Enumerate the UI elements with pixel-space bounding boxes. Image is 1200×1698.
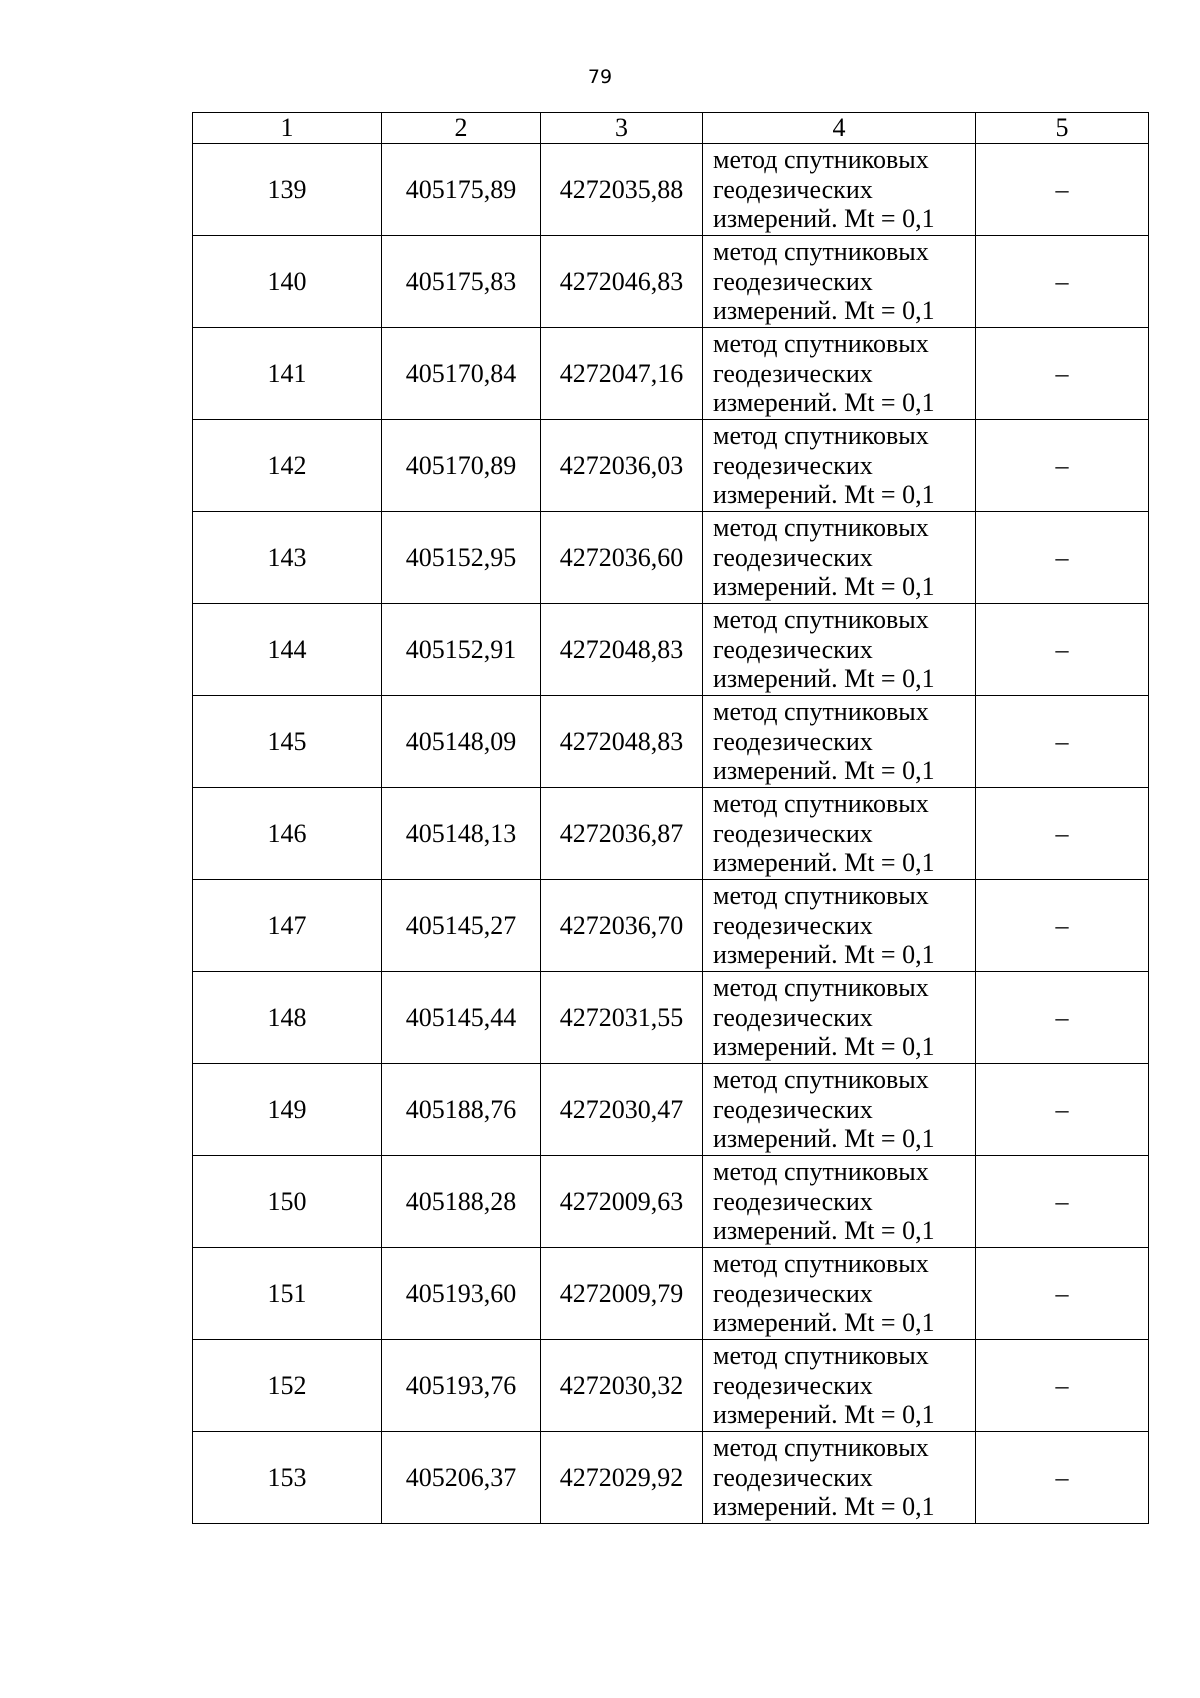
method-cell [703,328,976,420]
point-number-cell: 150 [193,1156,382,1248]
table-row [193,144,1149,236]
method-cell [703,1248,976,1340]
point-number-cell: 145 [193,696,382,788]
method-line: измерений. Mt = 0,1 [713,848,935,878]
method-cell [703,1064,976,1156]
point-number-cell: 146 [193,788,382,880]
note-cell: – [976,144,1149,236]
point-number-cell: 147 [193,880,382,972]
note-cell: – [976,236,1149,328]
method-cell [703,236,976,328]
note-cell: – [976,1248,1149,1340]
method-line: геодезических [713,266,873,296]
method-line: метод спутниковых [713,145,929,175]
y-coordinate-cell: 4272048,83 [541,696,703,788]
method-line: метод спутниковых [713,1341,929,1371]
x-coordinate-cell: 405152,95 [382,512,541,604]
coordinates-table [192,112,1149,1524]
method-cell [703,696,976,788]
method-line: метод спутниковых [713,881,929,911]
header-row [193,113,1149,144]
table-row [193,1340,1149,1432]
page-number: 79 [587,66,613,88]
method-line: измерений. Mt = 0,1 [713,1400,935,1430]
x-coordinate-cell: 405148,13 [382,788,541,880]
method-cell [703,788,976,880]
method-line: метод спутниковых [713,1065,929,1095]
point-number-cell: 151 [193,1248,382,1340]
table-row [193,696,1149,788]
method-line: измерений. Mt = 0,1 [713,296,935,326]
point-number-cell: 144 [193,604,382,696]
note-cell: – [976,420,1149,512]
y-coordinate-cell: 4272009,79 [541,1248,703,1340]
point-number-cell: 143 [193,512,382,604]
note-cell: – [976,972,1149,1064]
header-col-1: 1 [193,113,382,144]
method-line: геодезических [713,450,873,480]
point-number-cell: 141 [193,328,382,420]
method-cell [703,1432,976,1524]
method-line: измерений. Mt = 0,1 [713,1216,935,1246]
x-coordinate-cell: 405170,84 [382,328,541,420]
x-coordinate-cell: 405145,44 [382,972,541,1064]
method-line: геодезических [713,1186,873,1216]
table-row [193,236,1149,328]
y-coordinate-cell: 4272031,55 [541,972,703,1064]
note-cell: – [976,1432,1149,1524]
method-line: геодезических [713,542,873,572]
table-body [193,144,1149,1524]
x-coordinate-cell: 405152,91 [382,604,541,696]
y-coordinate-cell: 4272009,63 [541,1156,703,1248]
note-cell: – [976,512,1149,604]
method-line: метод спутниковых [713,513,929,543]
table-row [193,880,1149,972]
method-line: измерений. Mt = 0,1 [713,1308,935,1338]
method-line: геодезических [713,634,873,664]
y-coordinate-cell: 4272030,32 [541,1340,703,1432]
method-line: геодезических [713,174,873,204]
table-row [193,1064,1149,1156]
note-cell: – [976,604,1149,696]
y-coordinate-cell: 4272047,16 [541,328,703,420]
method-cell [703,512,976,604]
table-row [193,604,1149,696]
method-line: измерений. Mt = 0,1 [713,204,935,234]
x-coordinate-cell: 405175,89 [382,144,541,236]
y-coordinate-cell: 4272036,70 [541,880,703,972]
x-coordinate-cell: 405193,76 [382,1340,541,1432]
method-cell [703,972,976,1064]
method-line: измерений. Mt = 0,1 [713,1124,935,1154]
point-number-cell: 149 [193,1064,382,1156]
method-cell [703,420,976,512]
method-line: метод спутниковых [713,1249,929,1279]
note-cell: – [976,328,1149,420]
y-coordinate-cell: 4272029,92 [541,1432,703,1524]
method-line: измерений. Mt = 0,1 [713,756,935,786]
method-line: геодезических [713,1094,873,1124]
y-coordinate-cell: 4272030,47 [541,1064,703,1156]
method-cell [703,1340,976,1432]
table-row [193,420,1149,512]
method-line: метод спутниковых [713,1433,929,1463]
method-line: измерений. Mt = 0,1 [713,388,935,418]
x-coordinate-cell: 405145,27 [382,880,541,972]
table-header [193,113,1149,144]
note-cell: – [976,880,1149,972]
point-number-cell: 140 [193,236,382,328]
y-coordinate-cell: 4272036,03 [541,420,703,512]
method-line: геодезических [713,1462,873,1492]
method-line: измерений. Mt = 0,1 [713,1032,935,1062]
method-line: геодезических [713,910,873,940]
method-line: измерений. Mt = 0,1 [713,1492,935,1522]
table-row [193,788,1149,880]
x-coordinate-cell: 405170,89 [382,420,541,512]
method-line: метод спутниковых [713,605,929,635]
method-cell [703,604,976,696]
method-line: геодезических [713,1370,873,1400]
point-number-cell: 152 [193,1340,382,1432]
header-col-5: 5 [976,113,1149,144]
point-number-cell: 148 [193,972,382,1064]
method-line: измерений. Mt = 0,1 [713,664,935,694]
header-col-4: 4 [703,113,976,144]
x-coordinate-cell: 405188,28 [382,1156,541,1248]
note-cell: – [976,788,1149,880]
note-cell: – [976,696,1149,788]
x-coordinate-cell: 405193,60 [382,1248,541,1340]
method-line: измерений. Mt = 0,1 [713,480,935,510]
table-row [193,512,1149,604]
method-line: метод спутниковых [713,237,929,267]
note-cell: – [976,1156,1149,1248]
method-line: геодезических [713,1002,873,1032]
method-line: геодезических [713,818,873,848]
method-line: геодезических [713,358,873,388]
table-row [193,972,1149,1064]
method-cell [703,880,976,972]
method-line: метод спутниковых [713,789,929,819]
table-row [193,1432,1149,1524]
table-row [193,1156,1149,1248]
header-col-3: 3 [541,113,703,144]
method-line: метод спутниковых [713,421,929,451]
point-number-cell: 153 [193,1432,382,1524]
method-line: метод спутниковых [713,697,929,727]
x-coordinate-cell: 405148,09 [382,696,541,788]
header-col-2: 2 [382,113,541,144]
y-coordinate-cell: 4272048,83 [541,604,703,696]
table-row [193,328,1149,420]
note-cell: – [976,1064,1149,1156]
method-line: метод спутниковых [713,329,929,359]
method-line: метод спутниковых [713,1157,929,1187]
y-coordinate-cell: 4272036,60 [541,512,703,604]
method-line: измерений. Mt = 0,1 [713,940,935,970]
method-cell [703,1156,976,1248]
y-coordinate-cell: 4272036,87 [541,788,703,880]
y-coordinate-cell: 4272035,88 [541,144,703,236]
point-number-cell: 142 [193,420,382,512]
y-coordinate-cell: 4272046,83 [541,236,703,328]
method-line: измерений. Mt = 0,1 [713,572,935,602]
method-line: геодезических [713,726,873,756]
method-cell [703,144,976,236]
table-row [193,1248,1149,1340]
x-coordinate-cell: 405206,37 [382,1432,541,1524]
method-line: геодезических [713,1278,873,1308]
x-coordinate-cell: 405188,76 [382,1064,541,1156]
point-number-cell: 139 [193,144,382,236]
note-cell: – [976,1340,1149,1432]
method-line: метод спутниковых [713,973,929,1003]
x-coordinate-cell: 405175,83 [382,236,541,328]
